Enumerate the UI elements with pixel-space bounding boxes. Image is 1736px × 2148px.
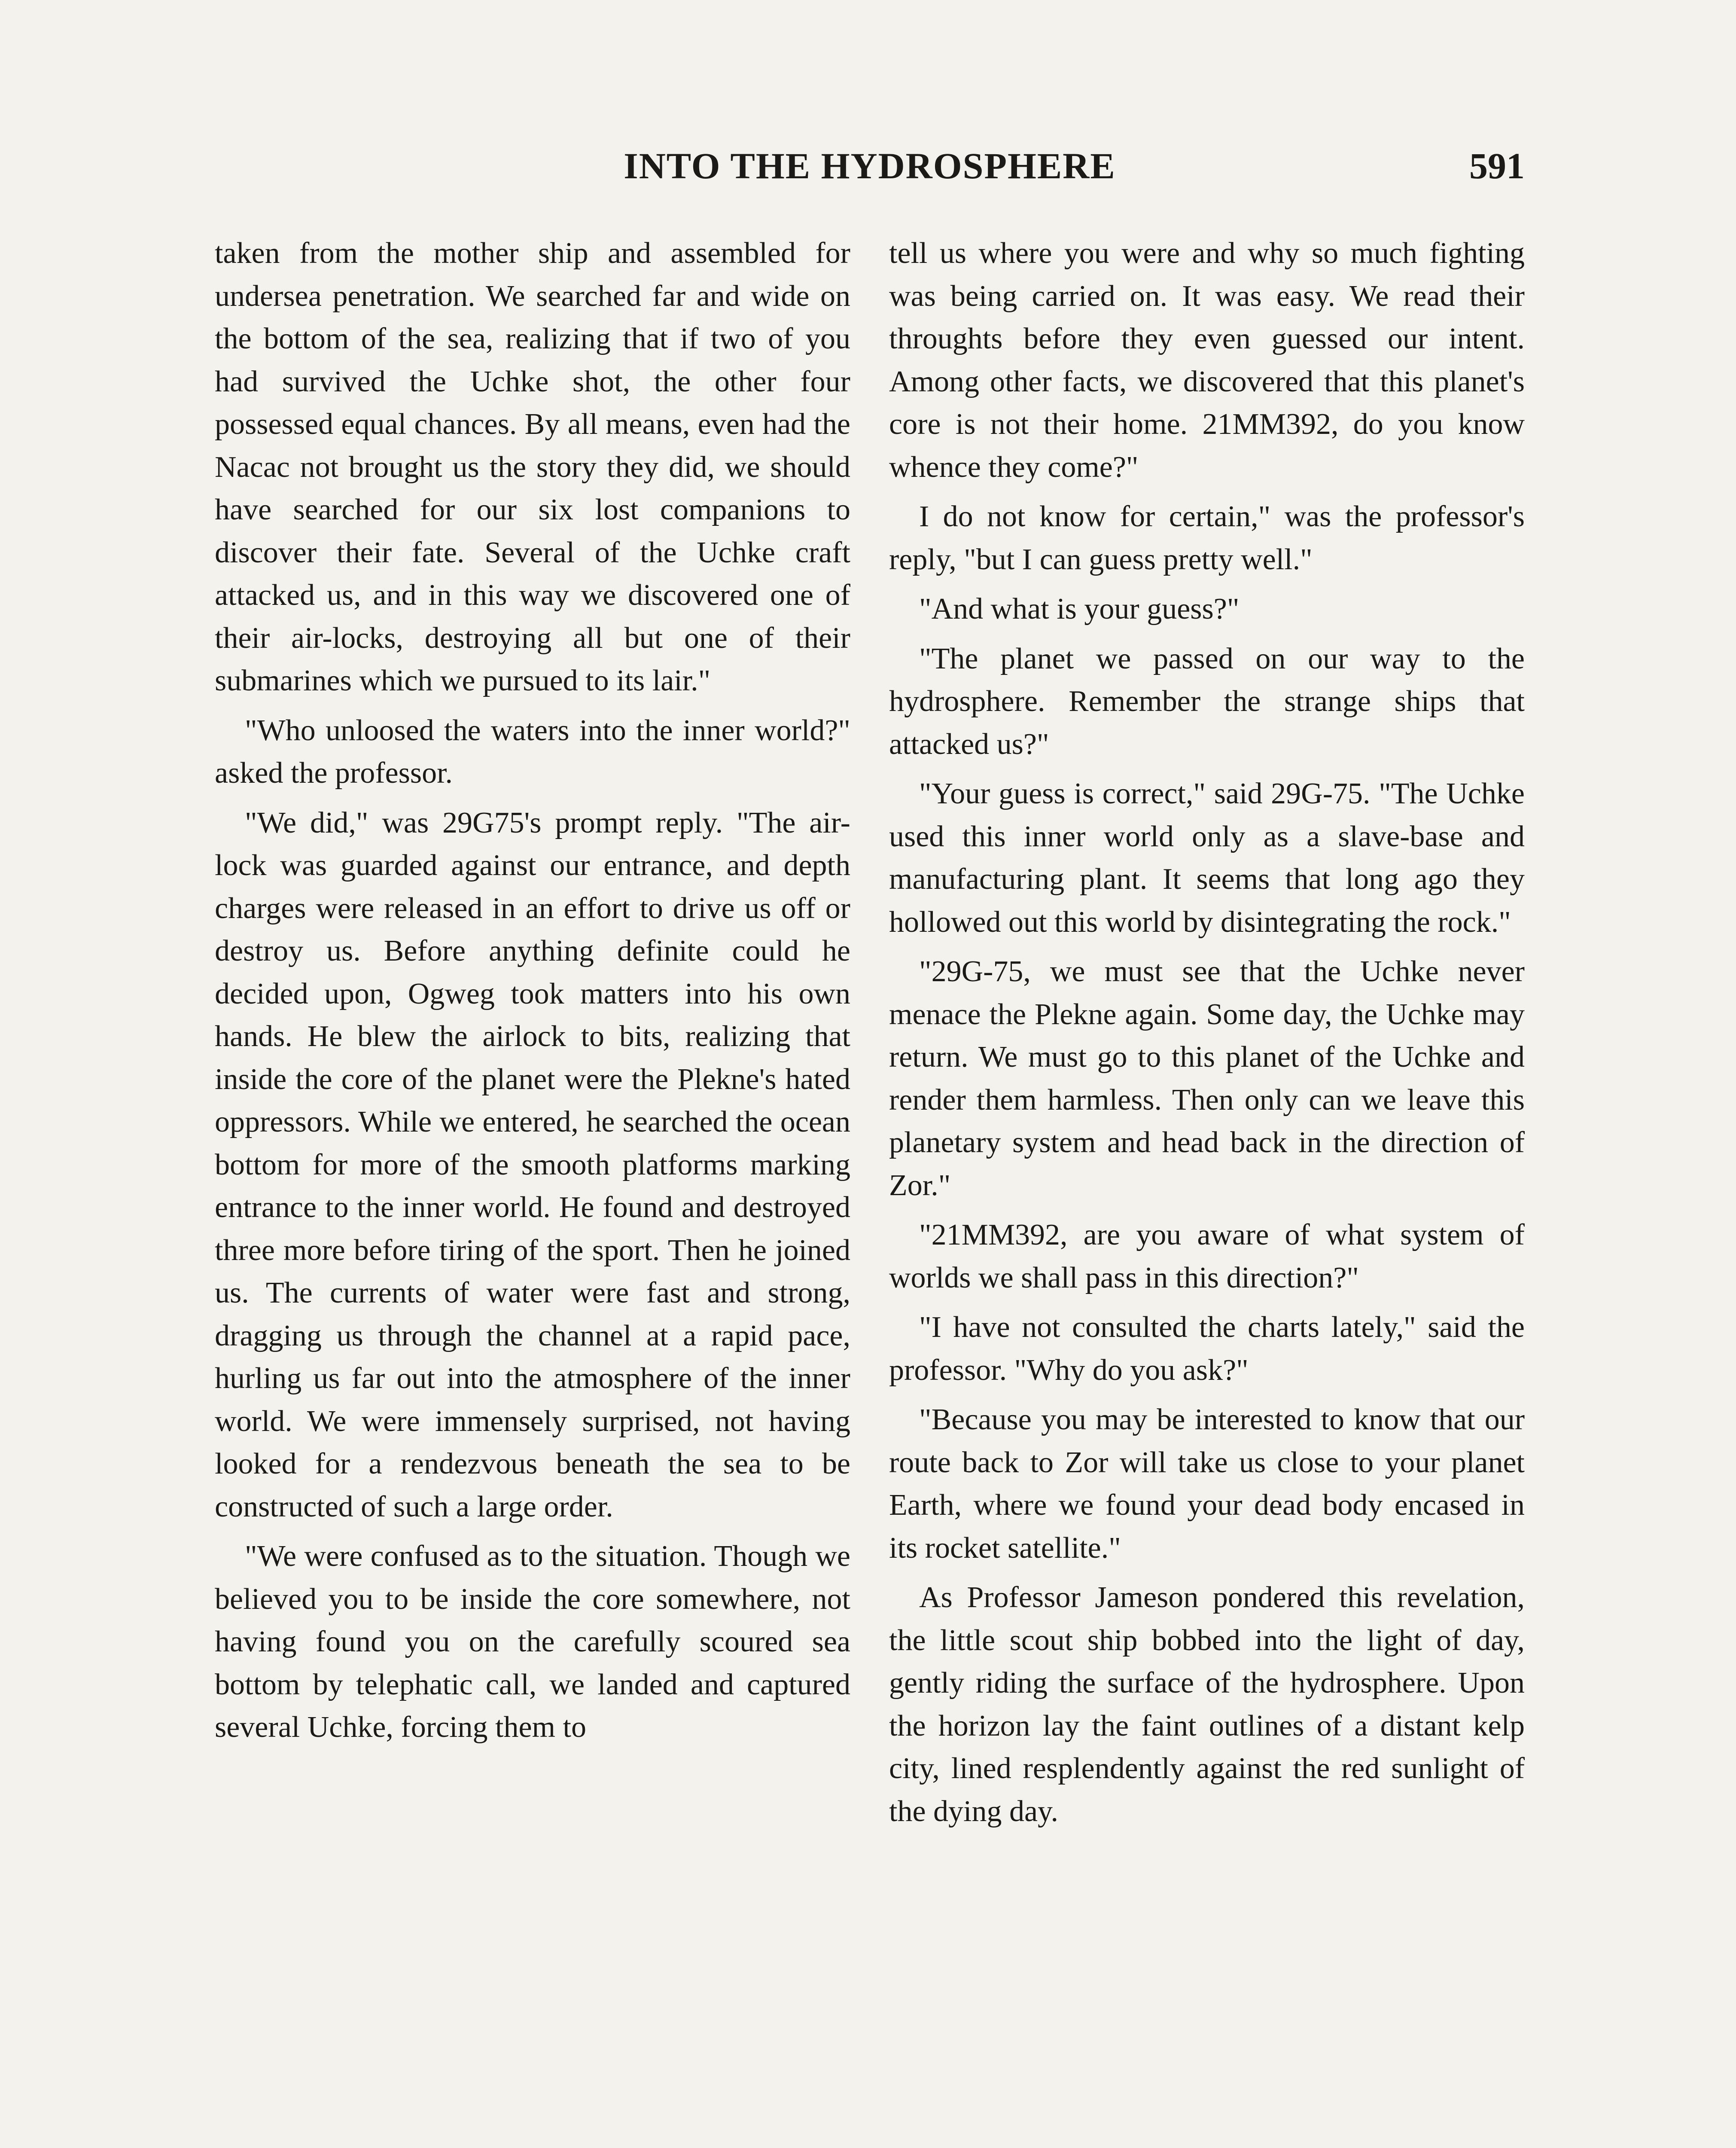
paragraph: "29G-75, we must see that the Uchke never menace the Plekne again. Some day, the Uchke may return. We must go to this planet of the Uchke and render them harmless. Then only can we leave this planetary system and head back in the direction of Zor." <box>889 955 1525 1202</box>
paragraph: tell us where you were and why so much fighting was being carried on. It was easy. We read their throughts before they even guessed our intent. Among other facts, we discovered that this planet's core is not their home. 21MM392, do you know whence they come?" <box>889 237 1525 484</box>
paragraph: I do not know for certain," was the professor's reply, "but I can guess pretty well." <box>889 500 1525 576</box>
paragraph: "And what is your guess?" <box>919 592 1240 625</box>
paragraph: "The planet we passed on our way to the hydrosphere. Remember the strange ships that attacked us?" <box>889 642 1525 761</box>
running-head <box>215 144 1525 196</box>
paragraph: "We were confused as to the situation. Though we believed you to be inside the core somewhere, not having found you on the carefully scoured sea bottom by telephatic call, we landed and captured several Uchke, forcing them to <box>215 1540 850 1744</box>
left-column <box>215 232 850 1749</box>
page-number: 591 <box>1469 145 1525 186</box>
paragraph: "We did," was 29G75's prompt reply. "The air-lock was guarded against our entrance, and depth charges were released in an effort to drive us off or destroy us. Before anything definite could he decided upon, Ogweg took matters into his own hands. He blew the airlock to bits, realizing that inside the core of the planet were the Plekne's hated oppressors. While we entered, he searched the ocean bottom for more of the smooth platforms marking entrance to the inner world. He found and destroyed three more before tiring of the sport. Then he joined us. The currents of water were fast and strong, dragging us through the channel at a rapid pace, hurling us far out into the atmosphere of the inner world. We were immensely surprised, not having looked for a rendezvous beneath the sea to be constructed of such a large order. <box>215 806 850 1523</box>
paragraph: "21MM392, are you aware of what system of worlds we shall pass in this direction?" <box>889 1218 1525 1294</box>
paragraph: "I have not consulted the charts lately," said the professor. "Why do you ask?" <box>889 1311 1525 1387</box>
page-title: INTO THE HYDROSPHERE <box>624 145 1116 186</box>
paragraph: "Who unloosed the waters into the inner world?" asked the professor. <box>215 714 850 790</box>
paragraph: "Your guess is correct," said 29G-75. "The Uchke used this inner world only as a slave-base and manufacturing plant. It seems that long ago they hollowed out this world by disintegrating the rock." <box>889 777 1525 939</box>
right-column <box>889 232 1525 1833</box>
paragraph: "Because you may be interested to know that our route back to Zor will take us close to your planet Earth, where we found your dead body encased in its rocket satellite." <box>889 1403 1525 1565</box>
paragraph: taken from the mother ship and assembled for undersea penetration. We searched far and wide on the bottom of the sea, realizing that if two of you had survived the Uchke shot, the other four possessed equal chances. By all means, even had the Nacac not brought us the story they did, we should have searched for our six lost companions to discover their fate. Several of the Uchke craft attacked us, and in this way we discovered one of their air-locks, destroying all but one of their submarines which we pursued to its lair." <box>215 237 850 697</box>
paragraph: As Professor Jameson pondered this revelation, the little scout ship bobbed into the light of day, gently riding the surface of the hydrosphere. Upon the horizon lay the faint outlines of a distant kelp city, lined resplendently against the red sunlight of the dying day. <box>889 1581 1525 1828</box>
